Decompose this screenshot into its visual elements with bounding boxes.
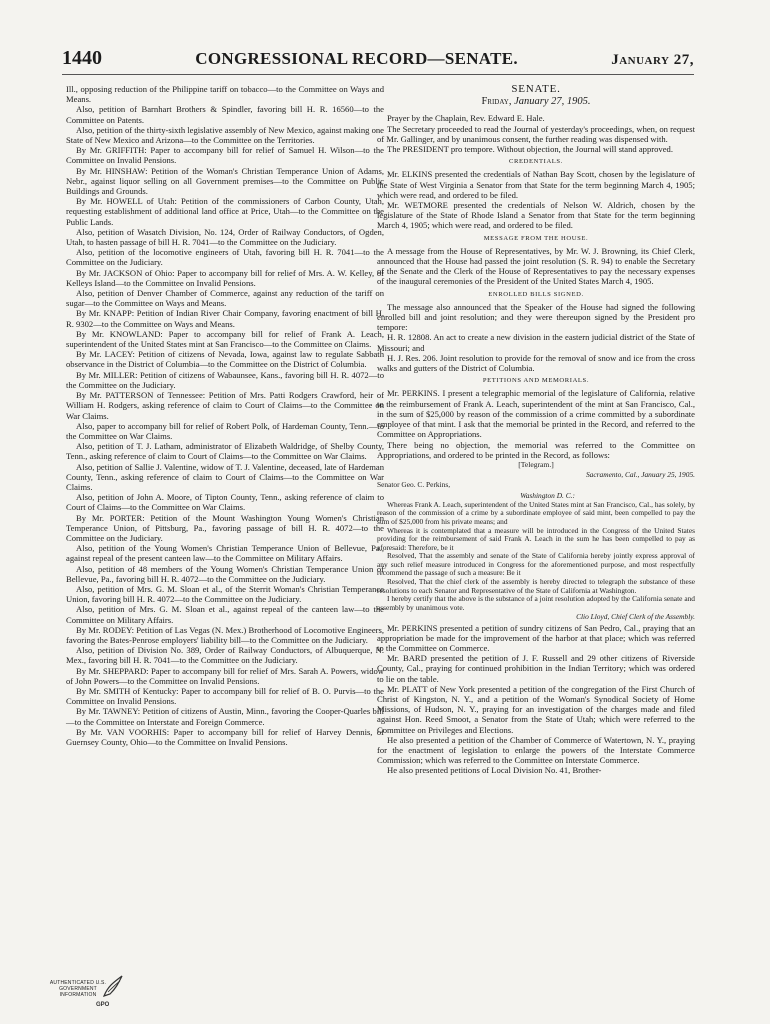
petition-entry: By Mr. LACEY: Petition of citizens of Nevada, Iowa, against law to regulate Sabbath observance in the District of Columbia—to the Committee on the District of Columbia. xyxy=(66,349,384,370)
petition-entry: By Mr. SHEPPARD: Paper to accompany bill for relief of Mrs. Sarah A. Powers, widow of John Powers—to the Committee on Invalid Pensions. xyxy=(66,665,384,686)
petition-entry: By Mr. MILLER: Petition of citizens of Wabaunsee, Kans., favoring bill H. R. 4072—to the Committee on the Judiciary. xyxy=(66,369,384,390)
petition-entry: By Mr. PATTERSON of Tennessee: Petition of Mrs. Patti Rodgers Crawford, heir of William H. Rodgers, asking reference of claim to Court of Claims—to the Committee on War Claims. xyxy=(66,390,384,421)
telegram-paragraph: Resolved, That the assembly and senate of the State of California hereby jointly express approval of any such relief measure introduced in Congress for the aforementioned purpose, and most respectfully recommend the passage of such a measure: Be it xyxy=(377,551,695,578)
petition-entry: By Mr. JACKSON of Ohio: Paper to accompany bill for relief of Mrs. A. W. Kelley, of Kelleys Island—to the Committee on Invalid Pensions. xyxy=(66,267,384,288)
petition-entry: Also, petition of the locomotive engineers of Utah, favoring bill H. R. 7041—to the Committee on the Judiciary. xyxy=(66,247,384,268)
petition-entry: Also, petition of John A. Moore, of Tipton County, Tenn., asking reference of claim to Court of Claims—to the Committee on War Claims. xyxy=(66,492,384,513)
petition-entry: Also, petition of the Young Women's Christian Temperance Union of Bellevue, Pa., against repeal of the present canteen law—to the Committee on Military Affairs. xyxy=(66,543,384,564)
petition-entry: Also, petition of Barnhart Brothers & Spindler, favoring bill H. R. 16560—to the Committee on Patents. xyxy=(66,104,384,125)
petition-paragraph: Mr. PLATT of New York presented a petition of the congregation of the First Church of Christ of Kingston, N. Y., and a petition of the Woman's Synodical Society of Home Missions, of Hudson, N. Y., praying for an investigation of the charges made and filed against Hon. Reed Smoot, a Senator from the State of Utah; which were referred to the Committee on Privileges and Elections. xyxy=(377,683,695,735)
petition-entry: Also, petition of Mrs. G. M. Sloan et al., of the Sterrit Woman's Christian Temperance Union, favoring bill H. R. 4072—to the Committee on the Judiciary. xyxy=(66,583,384,605)
enrolled-heading: ENROLLED BILLS SIGNED. xyxy=(488,290,584,298)
credentials-paragraph: Mr. ELKINS presented the credentials of Nathan Bay Scott, chosen by the legislature of the State of West Virginia a Senator from that State for the term beginning March 4, 1905; which were read, and ordered to be filed. xyxy=(377,169,695,200)
petition-entry: Also, petition of Wasatch Division, No. 124, Order of Railway Conductors, of Ogden, Utah, to hasten passage of bill H. R. 7041—to the Committee on the Judiciary. xyxy=(66,226,384,248)
petition-entry: Also, petition of T. J. Latham, administrator of Elizabeth Waldridge, of Shelby County, Tenn., asking reference of claim to Court of Claims—to the Committee on War Claims. xyxy=(66,441,384,462)
enrolled-paragraph: H. J. Res. 206. Joint resolution to provide for the removal of snow and ice from the cross walks and gutters of the District of Columbia. xyxy=(377,352,695,374)
enrolled-paragraph: The message also announced that the Speaker of the House had signed the following enrolled bill and joint resolution; and they were thereupon signed by the President pro tempore: xyxy=(377,301,695,333)
enrolled-paragraph: H. R. 12808. An act to create a new division in the eastern judicial district of the State of Missouri; and xyxy=(377,332,695,353)
petition-entry: By Mr. HINSHAW: Petition of the Woman's Christian Temperance Union of Adams, Nebr., against liquor selling on all Government premises—to the Committee on Public Buildings and Grounds. xyxy=(66,165,384,197)
petitions-heading: PETITIONS AND MEMORIALS. xyxy=(482,377,590,385)
session-day: Friday, xyxy=(481,96,512,108)
petition-entry: Ill., opposing reduction of the Philippine tariff on tobacco—to the Committee on Ways and Means. xyxy=(66,84,384,105)
petition-paragraph: He also presented a petition of the Chamber of Commerce of Watertown, N. Y., praying for the enactment of legislation to enlarge the powers of the Interstate Commerce Commission; which was referred to the Committee on Interstate Commerce. xyxy=(377,734,695,766)
telegram-addressee-place: Washington D. C.: xyxy=(520,490,575,500)
prayer-paragraph: Prayer by the Chaplain, Rev. Edward E. Hale. xyxy=(387,113,545,124)
telegram-paragraph: Whereas it is contemplated that a measure will be introduced in the Congress of the United States providing for the reimbursement of said Frank A. Leach in the sum he has been compelled to pay as aforesaid: Therefore, be it xyxy=(377,525,695,552)
petition-entry: Also, paper to accompany bill for relief of Robert Polk, of Hardeman County, Tenn.—to the Committee on War Claims. xyxy=(66,420,384,441)
message-heading: MESSAGE FROM THE HOUSE. xyxy=(483,234,589,242)
gpo-logo-text: AUTHENTICATED U.S. GOVERNMENT INFORMATION xyxy=(49,980,107,998)
session-date xyxy=(377,97,695,107)
petition-entry: Also, petition of 48 members of the Young Women's Christian Temperance Union of Bellevue, Pa., favoring bill H. R. 4072—to the Committee on the Judiciary. xyxy=(66,563,384,584)
petition-entry: By Mr. HOWELL of Utah: Petition of the commissioners of Carbon County, Utah, requesting establishment of additional land office at Price, Utah—to the Committee on the Public Lands. xyxy=(66,196,384,227)
telegram-addressee: Senator Geo. C. Perkins, xyxy=(377,480,451,490)
eagle-icon xyxy=(100,972,126,1002)
petition-entry: Also, petition of Mrs. G. M. Sloan et al., against repeal of the canteen law—to the Committee on Military Affairs. xyxy=(66,604,384,625)
telegram-label: [Telegram.] xyxy=(518,459,554,469)
telegram-signature: Clio Lloyd, Chief Clerk of the Assembly. xyxy=(576,612,695,622)
header-date: January 27, xyxy=(611,52,694,68)
petition-entry: By Mr. KNAPP: Petition of Indian River Chair Company, favoring enactment of bill H. R. 9302—to the Committee on Ways and Means. xyxy=(66,308,384,329)
right-column xyxy=(377,84,695,776)
journal-paragraph: The Secretary proceeded to read the Journal of yesterday's proceedings, when, on request of Mr. Gallinger, and by unanimous consent, the further reading was dispensed with. xyxy=(377,123,695,144)
page-header xyxy=(62,47,694,75)
petitions-paragraph: Mr. PERKINS. I present a telegraphic memorial of the legislature of California, relative to the reimbursement of Frank A. Leach, superintendent of the mint at San Francisco, Cal., in the sum of $25,000 by reason of the commission of a crime committed by a subordinate employee of that mint. I ask that the memorial be printed in the Record, and referred to the Committee on Appropriations. xyxy=(377,388,695,440)
petition-paragraph: Mr. BARD presented the petition of J. F. Russell and 29 other citizens of Riverside County, Cal., praying for continued prohibition in the Indian Territory; which was ordered to lie on the table. xyxy=(377,653,695,684)
petition-entry: Also, petition of Division No. 389, Order of Railway Conductors, of Albuquerque, N. Mex., favoring bill H. R. 7041—to the Committee on the Judiciary. xyxy=(66,645,384,666)
page-title: CONGRESSIONAL RECORD—SENATE. xyxy=(195,49,518,68)
credentials-paragraph: Mr. WETMORE presented the credentials of Nelson W. Aldrich, chosen by the legislature of the State of Rhode Island a Senator from that State for the term beginning March 4, 1905; which were read, and ordered to be filed. xyxy=(377,200,695,231)
journal-approval-paragraph: The PRESIDENT pro tempore. Without objection, the Journal will stand approved. xyxy=(387,144,673,155)
gpo-label: GPO xyxy=(96,1002,110,1008)
session-date-text: January 27, 1905. xyxy=(514,96,591,108)
left-column xyxy=(66,84,384,747)
telegram-place: Sacramento, Cal., January 25, 1905. xyxy=(585,470,695,480)
message-paragraph: A message from the House of Representatives, by Mr. W. J. Browning, its Chief Clerk, announced that the House had passed the joint resolution (S. R. 94) to enable the Secretary of the Senate and the Clerk of the House of Representatives to pay the necessary expenses of the inaugural ceremonies of the President of the United States March 4, 1905. xyxy=(377,245,695,287)
petition-entry: By Mr. TAWNEY: Petition of citizens of Austin, Minn., favoring the Cooper-Quarles bill—to the Committee on Interstate and Foreign Commerce. xyxy=(66,706,384,727)
petition-paragraph: Mr. PERKINS presented a petition of sundry citizens of San Pedro, Cal., praying that an appropriation be made for the improvement of the harbor at that place; which was referred to the Committee on Commerce. xyxy=(377,622,695,654)
petition-paragraph: He also presented petitions of Local Division No. 41, Brother- xyxy=(387,765,602,776)
petition-entry: By Mr. SMITH of Kentucky: Paper to accompany bill for relief of B. O. Purvis—to the Committee on Invalid Pensions. xyxy=(66,685,384,707)
petition-entry: By Mr. KNOWLAND: Paper to accompany bill for relief of Frank A. Leach, superintendent of the United States mint at San Francisco—to the Committee on Claims. xyxy=(66,328,384,350)
credentials-heading: CREDENTIALS. xyxy=(509,158,563,166)
telegram-paragraph: Resolved, That the chief clerk of the assembly is hereby directed to telegraph the substance of these resolutions to each Senator and Representative of the State of California at Washington. xyxy=(377,577,695,595)
telegram-paragraph: I hereby certify that the above is the substance of a joint resolution adopted by the California senate and assembly by unanimous vote. xyxy=(377,594,695,612)
telegram-paragraph: Whereas Frank A. Leach, superintendent of the United States mint at San Francisco, Cal., has solely, by reason of the commission of a crime by a subordinate employee of said mint, been compelled to pay the sum of $25,000 from his private means; and xyxy=(377,499,695,526)
gpo-authentication-logo xyxy=(48,972,130,1016)
petition-entry: By Mr. PORTER: Petition of the Mount Washington Young Women's Christian Temperance Union, of Pittsburg, Pa., favoring passage of bill H. R. 4072—to the Committee on the Judiciary. xyxy=(66,512,384,543)
petition-entry: By Mr. RODEY: Petition of Las Vegas (N. Mex.) Brotherhood of Locomotive Engineers, favoring the Bates-Penrose employers' liability bill—to the Committee on the Judiciary. xyxy=(66,624,384,645)
page-number: 1440 xyxy=(62,47,102,69)
senate-title: SENATE. xyxy=(511,83,561,95)
petitions-paragraph: There being no objection, the memorial was referred to the Committee on Appropriations, and ordered to be printed in the Record, as follows: xyxy=(377,439,695,460)
petition-entry: By Mr. VAN VOORHIS: Paper to accompany bill for relief of Harvey Dennis, of Guernsey County, Ohio—to the Committee on Invalid Pensions. xyxy=(66,726,384,747)
petition-entry: Also, petition of Sallie J. Valentine, widow of T. J. Valentine, deceased, late of Hardeman County, Tenn., asking reference of claim to Court of Claims—to the Committee on War Claims. xyxy=(66,461,384,492)
petition-entry: Also, petition of the thirty-sixth legislative assembly of New Mexico, against making one State of New Mexico and Arizona—to the Committee on the Territories. xyxy=(66,124,384,146)
petition-entry: By Mr. GRIFFITH: Paper to accompany bill for relief of Samuel H. Wilson—to the Committee on Invalid Pensions. xyxy=(66,145,384,166)
petition-entry: Also, petition of Denver Chamber of Commerce, against any reduction of the tariff on sugar—to the Committee on Ways and Means. xyxy=(66,288,384,309)
